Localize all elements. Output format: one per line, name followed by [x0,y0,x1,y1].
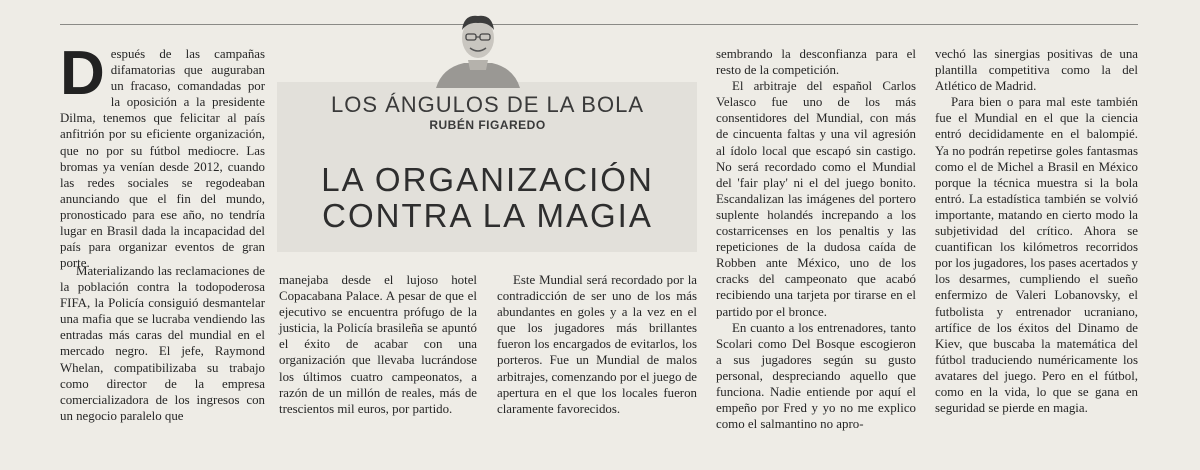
author-portrait [434,8,522,88]
paragraph-1: espués de las campañas difamatorias que auguraban un fracaso, comandadas por la oposición a la presidente Dilma, tenemos que felicitar al país anfitrión por su eficiente organización, que no por su fútbol mediocre. Las bromas ya venían desde 2012, cuando las redes sociales se regodeaban anunciando que el fin del mundo, pronosticado para ese año, no tendría lugar en Brasil dada la incapacidad del país para organizar eventos de gran porte. [60,47,265,271]
headline-line-1: LA ORGANIZACIÓN [321,161,654,198]
author-name: RUBÉN FIGAREDO [429,118,546,132]
paragraph-8: vechó las sinergias positivas de una plantilla competitiva como la del Atlético de Madrid. [935,47,1138,94]
section-title: LOS ÁNGULOS DE LA BOLA [330,92,644,117]
paragraph-5: sembrando la desconfianza para el resto de la competición. [716,47,916,78]
paragraph-6: El arbitraje del español Carlos Velasco fue uno de los más consentidores del Mundial, con más de cincuenta faltas y una vil agresión al ídolo local que escapó sin castigo. No será recordado como el Mundial del 'fair play' ni el del juego bonito. Escandalizan las imágenes del portero suplente holandés increpando a los costarricenses en los penaltis y las repeticiones de la dudosa caída de Robben ante México, uno de los cracks del campeonato que acabó recibiendo una tarjeta por tirarse en el partido por el bronce. [716,79,916,319]
paragraph-2: Materializando las reclamaciones de la población contra la todopoderosa FIFA, la Policía consiguió desmantelar una mafia que se lucraba vendiendo las entradas más caras del mundial en el mercado negro. El jefe, Raymond Whelan, compatibilizaba su trabajo como director de la empresa comercializadora de los ingresos con un negocio paralelo que [60,264,265,423]
paragraph-4: Este Mundial será recordado por la contradicción de ser uno de los más abundantes en goles y a la vez en el que los jugadores más brillantes fueron los encargados de evitarlos, los porteros. Fue un Mundial de malos arbitrajes, comenzando por el juego de apertura en el que los locales fueron claramente favorecidos. [497,273,697,416]
paragraph-3: manejaba desde el lujoso hotel Copacabana Palace. A pesar de que el ejecutivo se encuentra prófugo de la justicia, la Policía brasileña se apuntó el éxito de acabar con una organización que llevaba lucrándose los últimos cuatro campeonatos, a razón de un millón de reales, más de trescientos mil euros, por partido. [279,273,477,416]
top-rule [60,24,1138,25]
headline [290,162,685,234]
article-column-4 [716,46,916,432]
article-column-2 [279,272,477,417]
paragraph-9: Para bien o para mal este también fue el Mundial en el que la ciencia entró decididamente en el balompié. Ya no podrán repetirse goles fantasmas como el de Michel a Brasil en México porque la técnica muestra si la bola entró. La estadística también se volvió importante, matando en cierto modo la subjetividad del crítico. Ahora se cuantifican los kilómetros recorridos por los jugadores, los pases acertados y los desarmes, cumpliendo el sueño enfermizo de Valeri Lobanovsky, el futbolista y entrenador ucraniano, artífice de los éxitos del Dinamo de Kiev, que buscaba la matemática del fútbol traduciendo numéricamente los avatares del juego. Pero en el fútbol, como en la vida, lo que se gana en seguridad se pierde en magia. [935,95,1138,416]
drop-cap: D [60,39,105,108]
article-column-1 [60,39,265,271]
article-column-3 [497,272,697,417]
article-column-5 [935,46,1138,416]
headline-line-2: CONTRA LA MAGIA [322,197,653,234]
paragraph-7: En cuanto a los entrenadores, tanto Scolari como Del Bosque escogieron a sus jugadores según su gusto personal, despreciando aquello que funciona. Nadie entiende por aquí el empeño por Fred y yo no me explico como el salmantino no apro- [716,320,916,432]
article-column-1-bottom [60,263,265,424]
